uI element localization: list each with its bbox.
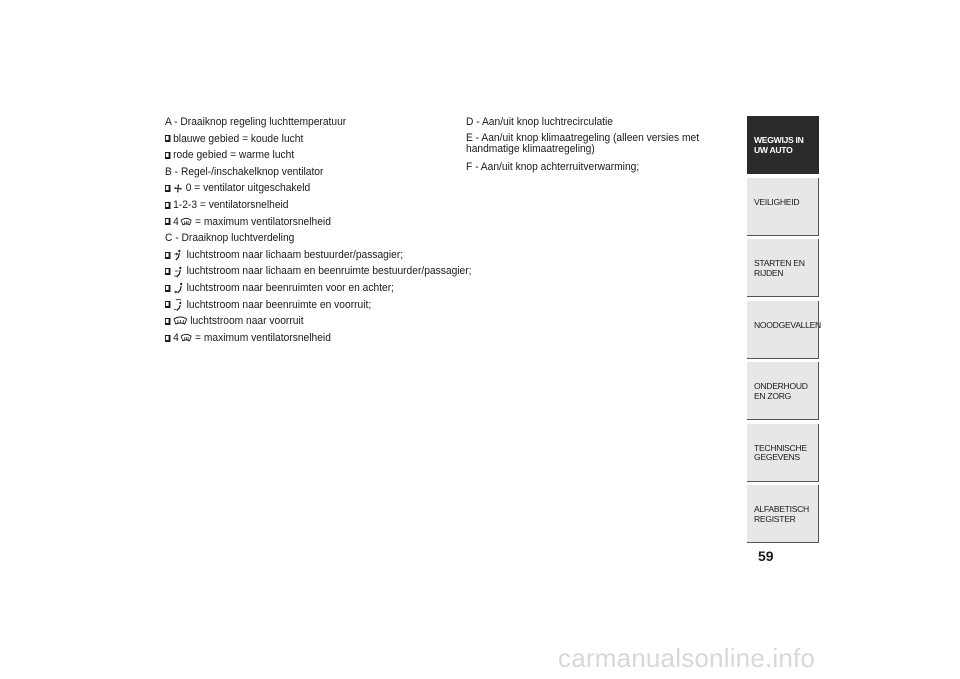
list-item: rode gebied = warme lucht bbox=[165, 147, 453, 164]
list-item: luchtstroom naar voorruit bbox=[165, 313, 453, 330]
section-b-title: B - Regel-/inschakelknop ventilator bbox=[165, 165, 324, 178]
tab-starten-en-rijden[interactable]: STARTEN EN RIJDEN bbox=[747, 239, 819, 297]
tab-wegwijs-in-uw-auto[interactable]: WEGWIJS IN UW AUTO bbox=[747, 116, 819, 174]
fan-icon bbox=[173, 183, 183, 194]
bullet bbox=[165, 268, 170, 275]
section-c-title: C - Draaiknop luchtverdeling bbox=[165, 232, 295, 245]
list-item: luchtstroom naar beenruimten voor en achter; bbox=[165, 280, 453, 297]
airflow-body-feet-icon bbox=[173, 266, 184, 278]
tab-onderhoud-en-zorg[interactable]: ONDERHOUD EN ZORG bbox=[747, 362, 819, 420]
section-a-title: A - Draaiknop regeling luchttemperatuur bbox=[165, 116, 347, 128]
bullet bbox=[165, 185, 170, 192]
section-d-item: D - Aan/uit knop luchtrecirculatie bbox=[466, 116, 614, 128]
bullet bbox=[165, 135, 170, 142]
bullet bbox=[165, 285, 170, 292]
bullet bbox=[165, 335, 170, 342]
bullet bbox=[165, 301, 170, 308]
tab-technische-gegevens[interactable]: TECHNISCHE GEGEVENS bbox=[747, 424, 819, 482]
bullet bbox=[165, 202, 170, 209]
bullet bbox=[165, 218, 170, 225]
right-column bbox=[466, 114, 736, 175]
airflow-feet-icon bbox=[173, 282, 184, 294]
bullet bbox=[165, 252, 170, 259]
list-item: luchtstroom naar beenruimte en voorruit; bbox=[165, 297, 453, 314]
watermark: carmanualsonline.info bbox=[558, 643, 816, 673]
bullet bbox=[165, 152, 170, 159]
tab-noodgevallen[interactable]: NOODGEVALLEN bbox=[747, 301, 819, 359]
tab-veiligheid[interactable]: VEILIGHEID bbox=[747, 178, 819, 236]
bullet bbox=[165, 318, 170, 325]
list-item: 4 = maximum ventilatorsnelheid bbox=[165, 214, 453, 231]
windshield-defrost-icon bbox=[181, 333, 193, 343]
list-item: 0 = ventilator uitgeschakeld bbox=[165, 180, 453, 197]
list-item: luchtstroom naar lichaam en beenruimte bestuurder/passagier; bbox=[165, 263, 453, 280]
list-item: 4 = maximum ventilatorsnelheid bbox=[165, 330, 453, 347]
left-column bbox=[165, 114, 472, 346]
page-number: 59 bbox=[758, 548, 774, 564]
windshield-defrost-icon bbox=[181, 217, 193, 227]
section-f-item: F - Aan/uit knop achterruitverwarming; bbox=[466, 160, 640, 173]
tab-alfabetisch-register[interactable]: ALFABETISCH REGISTER bbox=[747, 485, 819, 543]
airflow-feet-windshield-icon bbox=[173, 299, 184, 311]
section-e-item: E - Aan/uit knop klimaatregeling (alleen versies met handmatige klimaatregeling) bbox=[466, 131, 700, 156]
windshield-defrost-icon bbox=[173, 316, 187, 326]
airflow-body-icon bbox=[173, 249, 184, 261]
chapter-tabs bbox=[747, 116, 819, 547]
list-item: blauwe gebied = koude lucht bbox=[165, 131, 453, 148]
list-item: luchtstroom naar lichaam bestuurder/passagier; bbox=[165, 247, 453, 264]
list-item: 1-2-3 = ventilatorsnelheid bbox=[165, 197, 453, 214]
